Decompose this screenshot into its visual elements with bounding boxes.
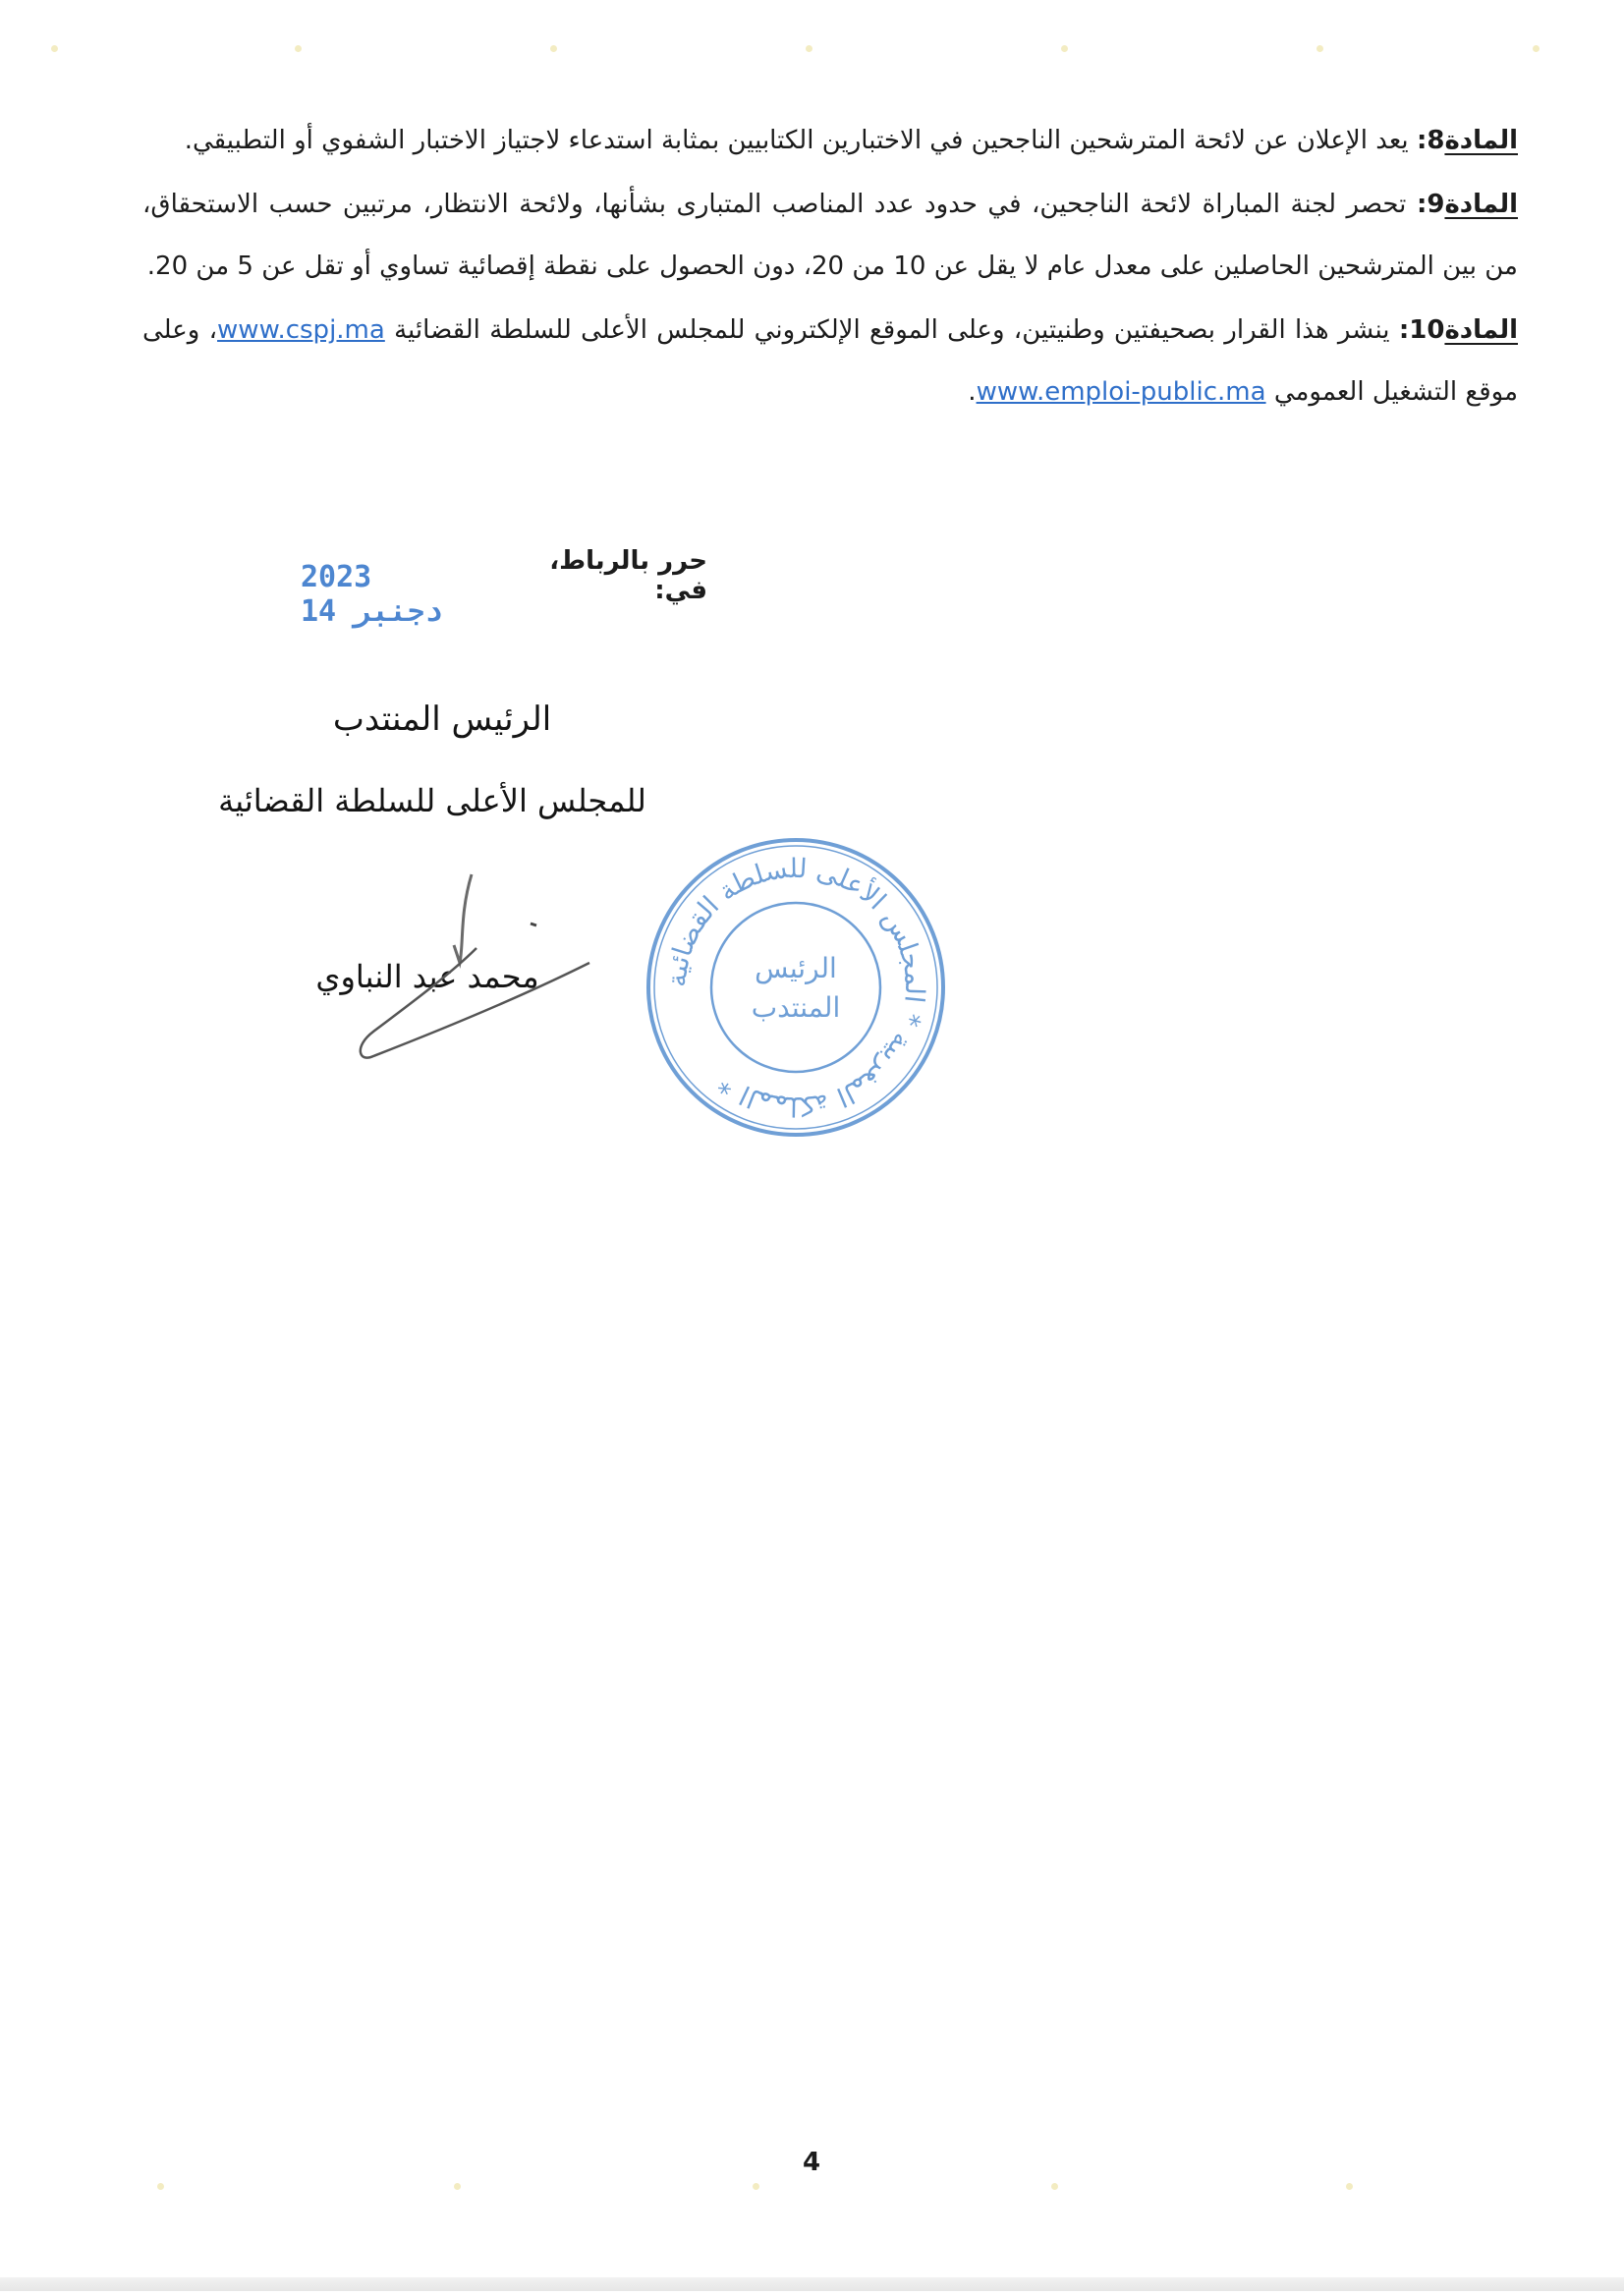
date-label: حرر بالرباط، في:	[549, 546, 707, 605]
article-text: .	[968, 377, 977, 407]
signatory-name: محمد عبد النباوي	[315, 958, 539, 995]
article-8	[142, 110, 1518, 172]
article-10	[142, 300, 1518, 423]
handwritten-signature	[344, 855, 619, 1071]
cspj-link[interactable]: www.cspj.ma	[217, 315, 385, 345]
bottom-scan-strip	[0, 2277, 1624, 2291]
seal-inner-line1: الرئيس	[755, 952, 837, 984]
article-number: 10:	[1398, 315, 1445, 345]
article-text: تحصر لجنة المباراة لائحة الناجحين، في حدود عدد المناصب المتبارى بشأنها، ولائحة الانتظار، مرتبين حسب الاستحقاق، من بين المترشحين الحاصلين على معدل عام لا يقل عن 10 من 20، دون الحصول على نقطة إقصائية تساوي أو تقل عن 5 من 20.	[142, 190, 1518, 281]
page-number: 4	[802, 2148, 821, 2177]
top-decorative-dots	[0, 45, 1624, 55]
article-text: ، وعلى موقع التشغيل العمومي	[142, 315, 1518, 407]
article-number: 8:	[1416, 126, 1445, 155]
signatory-title: الرئيس المنتدب	[332, 700, 552, 739]
seal-inner-line2: المنتدب	[751, 991, 841, 1024]
emploi-public-link[interactable]: www.emploi-public.ma	[976, 377, 1266, 407]
seal-outer-text: المملكة المغربية * المجلس الأعلى للسلطة القضائية *	[661, 853, 930, 1122]
article-text: يعد الإعلان عن لائحة المترشحين الناجحين في الاختبارين الكتابيين بمثابة استدعاء لاجتياز الاختبار الشفوي أو التطبيقي.	[184, 126, 1417, 155]
signatory-institution: للمجلس الأعلى للسلطة القضائية	[218, 782, 646, 819]
article-9	[142, 174, 1518, 298]
article-label: المادة	[1444, 315, 1518, 345]
body-text	[142, 110, 1518, 425]
official-seal	[644, 835, 948, 1140]
article-label: المادة	[1444, 126, 1518, 155]
article-label: المادة	[1444, 190, 1518, 219]
article-text: ينشر هذا القرار بصحيفتين وطنيتين، وعلى الموقع الإلكتروني للمجلس الأعلى للسلطة القضائية	[384, 315, 1399, 345]
article-number: 9:	[1416, 190, 1445, 219]
bottom-decorative-dots	[0, 2183, 1624, 2193]
date-stamp: 2023 دجنبر 14	[301, 560, 443, 629]
